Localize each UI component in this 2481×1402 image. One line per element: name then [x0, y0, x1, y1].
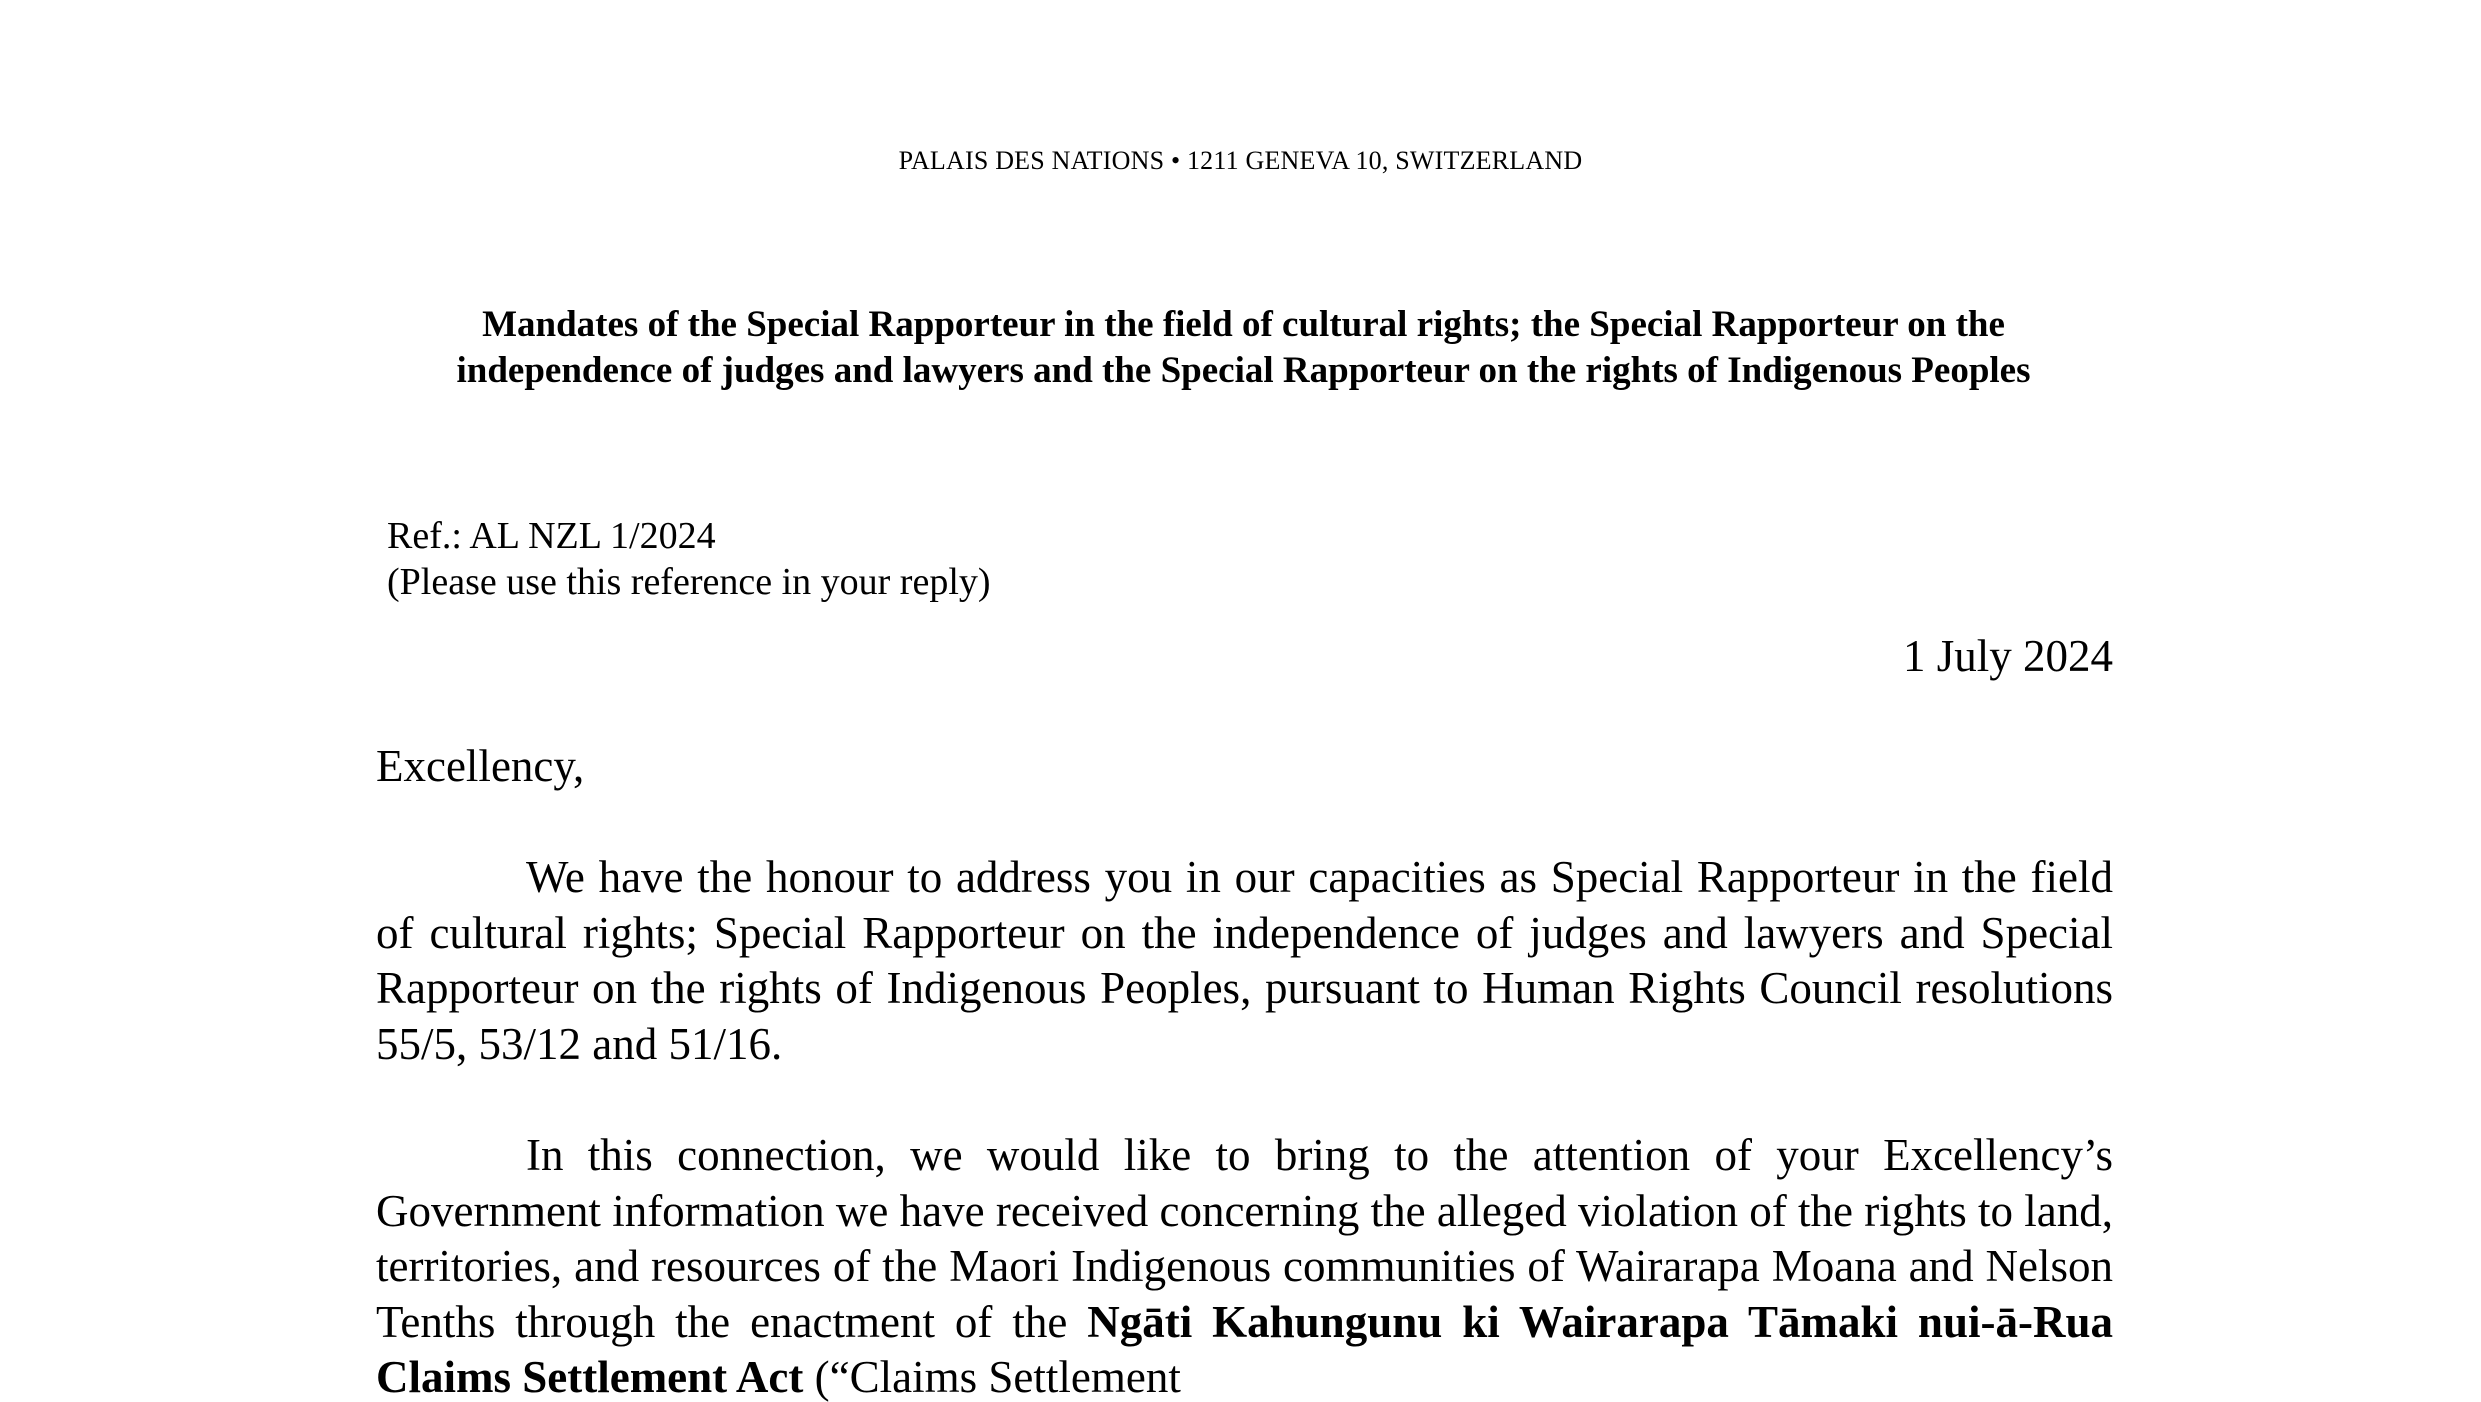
paragraph-2-text-end: (“Claims Settlement — [803, 1352, 1181, 1402]
paragraph-2-text-start: In this connection, we would like to bring to the attention of your Excellency’s Government information we have received concerning the alleged violation of the rights to land, territories, and resources of the Maori Indigenous communities of Wairarapa Moana and Nelson Tenths through the enactment of the — [376, 1130, 2113, 1347]
letterhead-address: PALAIS DES NATIONS • 1211 GENEVA 10, SWITZERLAND — [898, 146, 1583, 175]
reference-block — [387, 513, 991, 605]
act-name: Ngāti Kahungunu ki Wairarapa Tāmaki nui-ā-Rua Claims Settlement Act — [376, 1296, 2113, 1402]
paragraph-2 — [376, 1128, 2113, 1402]
reference-number: Ref.: AL NZL 1/2024 — [387, 515, 716, 557]
paragraph-1: We have the honour to address you in our capacities as Special Rapporteur in the field of cultural rights; Special Rapporteur on the independence of judges and lawyers and Special Rapporteur on the rights of Indigenous Peoples, pursuant to Human Rights Council resolutions 55/5, 53/12 and 51/16. — [376, 852, 2113, 1069]
mandates-heading: Mandates of the Special Rapporteur in the field of cultural rights; the Special Rapporteur on the independence of judges and lawyers and the Special Rapporteur on the rights of Indigenous Peoples — [456, 304, 2031, 391]
reference-note: (Please use this reference in your reply) — [387, 561, 991, 603]
salutation: Excellency, — [376, 741, 585, 791]
letter-date: 1 July 2024 — [1902, 631, 2113, 681]
